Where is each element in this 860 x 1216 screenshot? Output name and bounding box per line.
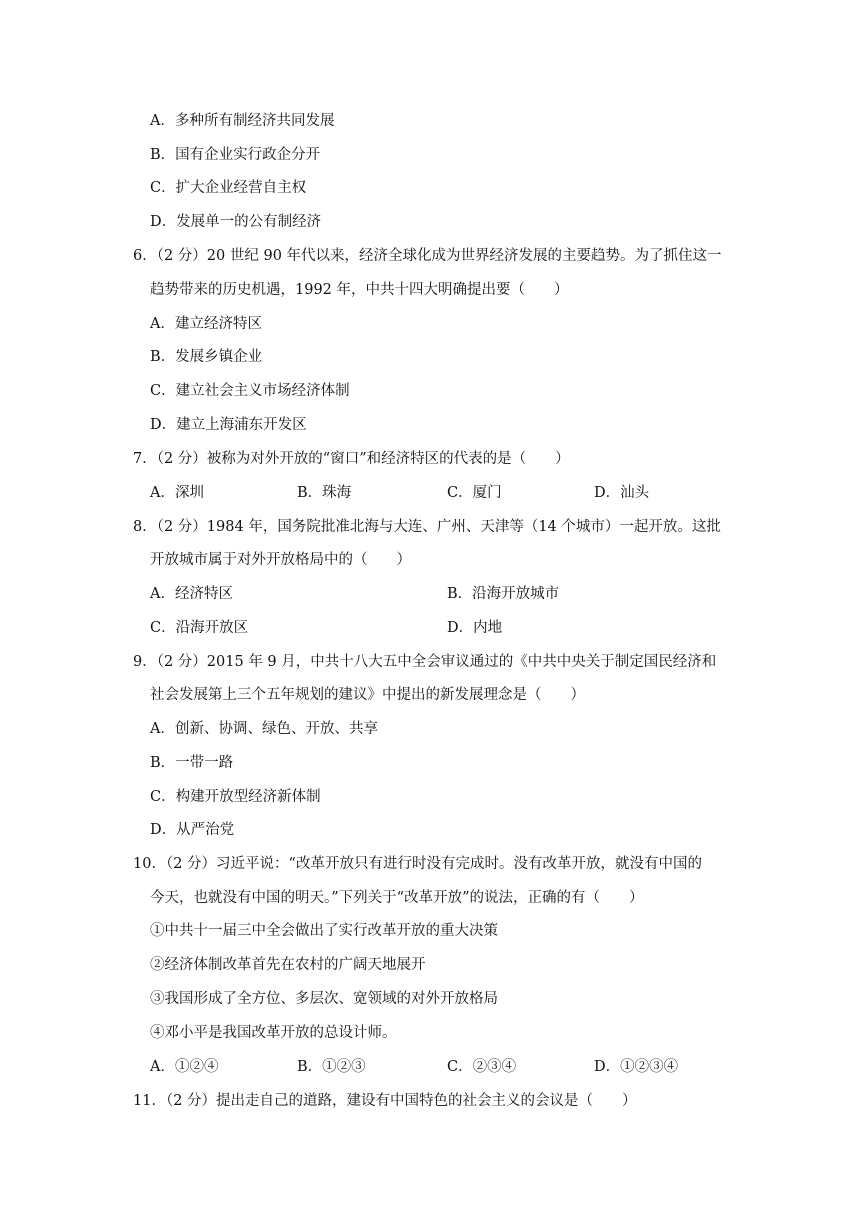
q9-option-a: A．创新、协调、绿色、开放、共享: [150, 721, 378, 737]
q10-option-d: D．①②③④: [594, 1059, 679, 1075]
q8-option-a: A．经济特区: [150, 586, 233, 602]
q10-option-a: A．①②④: [150, 1059, 219, 1075]
q10-statement-4: ④邓小平是我国改革开放的总设计师。: [150, 1025, 397, 1041]
q8-option-d: D．内地: [447, 620, 503, 636]
q5-option-b: B．国有企业实行政企分开: [150, 147, 321, 163]
q7-option-a: A．深圳: [150, 485, 204, 501]
q6-option-a: A．建立经济特区: [150, 316, 262, 332]
q10-option-b: B．①②③: [297, 1059, 366, 1075]
q7-option-c: C．厦门: [447, 485, 502, 501]
q9-stem-line2: 社会发展第上三个五年规划的建议》中提出的新发展理念是（ ）: [150, 687, 585, 703]
q9-stem-line1: 9．（2 分）2015 年 9 月，中共十八大五中全会审议通过的《中共中央关于制定国民经济和: [133, 654, 717, 670]
q10-statement-3: ③我国形成了全方位、多层次、宽领域的对外开放格局: [150, 991, 498, 1007]
q7-stem: 7．（2 分）被称为对外开放的“窗口”和经济特区的代表的是（ ）: [133, 451, 570, 467]
q6-stem-line1: 6．（2 分）20 世纪 90 年代以来，经济全球化成为世界经济发展的主要趋势。为了抓住这一: [133, 248, 722, 264]
q6-stem-line2: 趋势带来的历史机遇，1992 年，中共十四大明确提出要（ ）: [150, 282, 569, 298]
q6-option-c: C．建立社会主义市场经济体制: [150, 383, 350, 399]
q11-stem: 11．（2 分）提出走自己的道路，建设有中国特色的社会主义的会议是（ ）: [133, 1093, 637, 1109]
q8-option-b: B．沿海开放城市: [447, 586, 560, 602]
q7-option-b: B．珠海: [297, 485, 352, 501]
q10-option-c: C．②③④: [447, 1059, 517, 1075]
q5-option-d: D．发展单一的公有制经济: [150, 214, 322, 230]
q8-option-c: C．沿海开放区: [150, 620, 249, 636]
q6-option-b: B．发展乡镇企业: [150, 349, 263, 365]
q10-stem-line1: 10．（2 分）习近平说：“改革开放只有进行时没有完成时。没有改革开放，就没有中国的: [133, 856, 702, 872]
q5-option-c: C．扩大企业经营自主权: [150, 180, 307, 196]
q7-option-d: D．汕头: [594, 485, 650, 501]
q10-statement-1: ①中共十一届三中全会做出了实行改革开放的重大决策: [150, 923, 498, 939]
q10-stem-line2: 今天，也就没有中国的明天。”下列关于“改革开放”的说法，正确的有（ ）: [150, 890, 644, 906]
q8-stem-line1: 8．（2 分）1984 年，国务院批准北海与大连、广州、天津等（14 个城市）一起开放。这批: [133, 519, 721, 535]
q8-stem-line2: 开放城市属于对外开放格局中的（ ）: [150, 552, 411, 568]
q10-statement-2: ②经济体制改革首先在农村的广阔天地展开: [150, 957, 426, 973]
q9-option-c: C．构建开放型经济新体制: [150, 789, 321, 805]
q5-option-a: A．多种所有制经济共同发展: [150, 113, 335, 129]
q9-option-b: B．一带一路: [150, 755, 234, 771]
q6-option-d: D．建立上海浦东开发区: [150, 417, 307, 433]
q9-option-d: D．从严治党: [150, 822, 235, 838]
